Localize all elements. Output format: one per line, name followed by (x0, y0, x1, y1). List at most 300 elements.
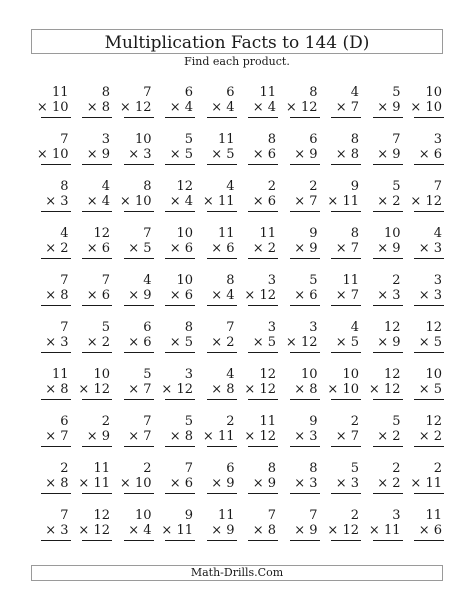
multiplier: × 12 (244, 429, 276, 444)
multiplier: × 11 (368, 523, 401, 538)
problem (154, 509, 196, 556)
answer-line (82, 305, 112, 306)
answer-line (41, 258, 71, 259)
answer-line (124, 305, 154, 306)
multiplicand: 12 (93, 508, 110, 523)
multiplier: × 4 (86, 194, 110, 209)
multiplicand: 7 (60, 508, 69, 523)
multiplier: × 12 (119, 100, 152, 115)
multiplier: × 7 (128, 429, 152, 444)
problem (403, 180, 445, 227)
multiplicand: 6 (60, 414, 69, 429)
problem (29, 321, 71, 368)
answer-line (165, 540, 195, 541)
multiplicand: 7 (309, 508, 318, 523)
multiplier: × 7 (335, 288, 359, 303)
answer-line (414, 164, 444, 165)
answer-line (207, 493, 237, 494)
answer-line (82, 399, 112, 400)
multiplier: × 8 (45, 288, 69, 303)
answer-line (207, 352, 237, 353)
multiplier: × 6 (169, 476, 193, 491)
answer-line (290, 493, 320, 494)
problem (29, 509, 71, 556)
multiplicand: 4 (350, 320, 359, 335)
answer-line (373, 540, 403, 541)
multiplier: × 3 (128, 147, 152, 162)
problem (154, 368, 196, 415)
answer-line (165, 211, 195, 212)
multiplier: × 11 (161, 523, 193, 538)
problem (29, 227, 71, 274)
answer-line (414, 399, 444, 400)
problem (403, 462, 445, 509)
multiplicand: 3 (392, 508, 401, 523)
problem (29, 133, 71, 180)
answer-line (165, 352, 195, 353)
multiplier: × 8 (211, 382, 235, 397)
multiplicand: 2 (226, 414, 235, 429)
answer-line (331, 164, 361, 165)
answer-line (207, 117, 237, 118)
multiplier: × 5 (169, 147, 193, 162)
multiplier: × 8 (294, 382, 318, 397)
problem (112, 321, 154, 368)
problem (112, 509, 154, 556)
multiplier: × 9 (252, 476, 276, 491)
answer-line (207, 211, 237, 212)
problem (29, 368, 71, 415)
problem (154, 227, 196, 274)
answer-line (165, 164, 195, 165)
problem (71, 133, 113, 180)
problem (403, 274, 445, 321)
problem (403, 509, 445, 556)
problem (195, 321, 237, 368)
multiplicand: 4 (60, 226, 69, 241)
problem (195, 180, 237, 227)
answer-line (373, 164, 403, 165)
multiplicand: 10 (383, 226, 401, 241)
problem (154, 133, 196, 180)
multiplicand: 4 (350, 85, 359, 100)
multiplier: × 9 (86, 429, 110, 444)
answer-line (373, 352, 403, 353)
multiplicand: 8 (350, 226, 359, 241)
problem (361, 86, 403, 133)
problem (403, 86, 445, 133)
problem (320, 180, 362, 227)
multiplicand: 12 (383, 367, 401, 382)
multiplicand: 6 (184, 85, 193, 100)
problem (29, 274, 71, 321)
answer-line (290, 540, 320, 541)
problem (361, 368, 403, 415)
answer-line (331, 446, 361, 447)
multiplier: × 6 (418, 147, 442, 162)
multiplier: × 10 (36, 100, 69, 115)
multiplier: × 2 (418, 429, 442, 444)
problem (112, 86, 154, 133)
problem (29, 415, 71, 462)
problem (278, 321, 320, 368)
answer-line (124, 164, 154, 165)
problem (403, 133, 445, 180)
answer-line (373, 305, 403, 306)
multiplier: × 3 (45, 194, 69, 209)
multiplicand: 10 (176, 273, 193, 288)
answer-line (41, 540, 71, 541)
multiplier: × 4 (169, 100, 193, 115)
answer-line (290, 258, 320, 259)
multiplier: × 8 (169, 429, 193, 444)
multiplier: × 2 (377, 476, 401, 491)
multiplier: × 5 (211, 147, 235, 162)
multiplier: × 4 (252, 100, 276, 115)
multiplier: × 3 (45, 335, 69, 350)
answer-line (331, 352, 361, 353)
multiplicand: 11 (51, 367, 69, 382)
problem (278, 368, 320, 415)
problem (403, 227, 445, 274)
multiplicand: 9 (309, 414, 318, 429)
answer-line (414, 305, 444, 306)
problem (278, 227, 320, 274)
multiplicand: 7 (60, 273, 69, 288)
multiplier: × 6 (86, 288, 110, 303)
multiplier: × 12 (78, 523, 110, 538)
multiplicand: 8 (267, 132, 276, 147)
multiplicand: 2 (143, 461, 152, 476)
multiplier: × 5 (335, 335, 359, 350)
answer-line (41, 352, 71, 353)
answer-line (373, 211, 403, 212)
multiplicand: 7 (143, 414, 152, 429)
problem (278, 180, 320, 227)
multiplicand: 9 (309, 226, 318, 241)
problem (361, 227, 403, 274)
multiplier: × 8 (45, 382, 69, 397)
multiplicand: 6 (226, 85, 235, 100)
problem (237, 462, 279, 509)
multiplier: × 3 (377, 288, 401, 303)
multiplier: × 6 (211, 241, 235, 256)
answer-line (41, 211, 71, 212)
problem (237, 227, 279, 274)
multiplier: × 11 (78, 476, 110, 491)
multiplicand: 2 (350, 414, 359, 429)
multiplier: × 11 (327, 194, 359, 209)
multiplier: × 11 (410, 476, 442, 491)
answer-line (82, 211, 112, 212)
answer-line (124, 446, 154, 447)
multiplicand: 8 (60, 179, 69, 194)
problem (361, 321, 403, 368)
problem (237, 86, 279, 133)
multiplicand: 4 (226, 367, 235, 382)
multiplier: × 5 (128, 241, 152, 256)
multiplier: × 12 (285, 100, 318, 115)
problem (237, 133, 279, 180)
problem (320, 274, 362, 321)
multiplier: × 3 (294, 476, 318, 491)
answer-line (290, 446, 320, 447)
multiplicand: 4 (101, 179, 110, 194)
answer-line (207, 399, 237, 400)
answer-line (41, 493, 71, 494)
answer-line (165, 399, 195, 400)
problem (320, 133, 362, 180)
multiplicand: 5 (309, 273, 318, 288)
multiplicand: 5 (392, 179, 401, 194)
multiplicand: 6 (143, 320, 152, 335)
multiplier: × 7 (128, 382, 152, 397)
answer-line (331, 211, 361, 212)
problem (154, 180, 196, 227)
multiplier: × 9 (377, 335, 401, 350)
answer-line (414, 258, 444, 259)
problem (195, 133, 237, 180)
multiplicand: 6 (226, 461, 235, 476)
multiplier: × 12 (161, 382, 193, 397)
multiplicand: 11 (259, 226, 276, 241)
multiplier: × 3 (294, 429, 318, 444)
answer-line (248, 305, 278, 306)
answer-line (41, 446, 71, 447)
problem (237, 509, 279, 556)
answer-line (290, 211, 320, 212)
multiplicand: 8 (226, 273, 235, 288)
problem (278, 86, 320, 133)
multiplicand: 11 (217, 226, 235, 241)
multiplicand: 11 (93, 461, 110, 476)
answer-line (290, 117, 320, 118)
multiplier: × 2 (377, 429, 401, 444)
multiplicand: 11 (425, 508, 442, 523)
problem (195, 509, 237, 556)
multiplier: × 7 (294, 194, 318, 209)
multiplicand: 3 (267, 320, 276, 335)
problem (71, 321, 113, 368)
answer-line (41, 117, 71, 118)
problem (71, 368, 113, 415)
answer-line (41, 399, 71, 400)
multiplicand: 7 (60, 132, 69, 147)
answer-line (124, 493, 154, 494)
answer-line (207, 258, 237, 259)
multiplicand: 8 (267, 461, 276, 476)
problem (320, 462, 362, 509)
answer-line (124, 540, 154, 541)
problem (112, 415, 154, 462)
multiplier: × 12 (410, 194, 442, 209)
problem (71, 462, 113, 509)
multiplicand: 4 (433, 226, 442, 241)
multiplier: × 10 (119, 194, 152, 209)
multiplier: × 5 (418, 382, 442, 397)
multiplier: × 6 (169, 288, 193, 303)
problem (278, 133, 320, 180)
multiplicand: 10 (425, 85, 442, 100)
multiplicand: 11 (51, 85, 69, 100)
multiplicand: 7 (184, 461, 193, 476)
multiplicand: 3 (101, 132, 110, 147)
problem (71, 86, 113, 133)
multiplier: × 5 (252, 335, 276, 350)
problem (71, 274, 113, 321)
answer-line (290, 164, 320, 165)
problem (29, 180, 71, 227)
answer-line (124, 352, 154, 353)
answer-line (82, 164, 112, 165)
answer-line (414, 446, 444, 447)
answer-line (414, 117, 444, 118)
answer-line (331, 305, 361, 306)
footer-site-name: Math-Drills.Com (190, 566, 284, 579)
multiplier: × 7 (335, 100, 359, 115)
multiplicand: 2 (101, 414, 110, 429)
problem (320, 321, 362, 368)
multiplicand: 8 (184, 320, 193, 335)
multiplicand: 12 (425, 414, 442, 429)
multiplier: × 6 (128, 335, 152, 350)
multiplier: × 6 (418, 523, 442, 538)
multiplicand: 12 (259, 367, 276, 382)
multiplicand: 5 (392, 85, 401, 100)
multiplicand: 9 (350, 179, 359, 194)
problem (71, 415, 113, 462)
multiplier: × 6 (252, 147, 276, 162)
multiplier: × 12 (368, 382, 401, 397)
answer-line (248, 446, 278, 447)
problem (320, 227, 362, 274)
multiplier: × 6 (294, 288, 318, 303)
answer-line (414, 493, 444, 494)
problem (320, 368, 362, 415)
problem (361, 180, 403, 227)
answer-line (124, 117, 154, 118)
answer-line (373, 117, 403, 118)
multiplier: × 5 (418, 335, 442, 350)
problem (403, 415, 445, 462)
multiplicand: 2 (267, 179, 276, 194)
multiplicand: 8 (101, 85, 110, 100)
answer-line (165, 305, 195, 306)
multiplier: × 9 (128, 288, 152, 303)
multiplier: × 8 (335, 147, 359, 162)
answer-line (373, 399, 403, 400)
multiplier: × 10 (36, 147, 69, 162)
problem (320, 509, 362, 556)
multiplicand: 2 (350, 508, 359, 523)
answer-line (290, 305, 320, 306)
answer-line (373, 446, 403, 447)
multiplier: × 3 (418, 241, 442, 256)
multiplier: × 9 (211, 523, 235, 538)
multiplier: × 2 (252, 241, 276, 256)
answer-line (82, 540, 112, 541)
multiplier: × 9 (377, 100, 401, 115)
problem (29, 462, 71, 509)
multiplicand: 7 (60, 320, 69, 335)
answer-line (248, 493, 278, 494)
multiplicand: 8 (143, 179, 152, 194)
multiplier: × 8 (45, 476, 69, 491)
multiplier: × 4 (169, 194, 193, 209)
answer-line (414, 352, 444, 353)
multiplicand: 10 (342, 367, 359, 382)
problem (195, 274, 237, 321)
answer-line (248, 211, 278, 212)
multiplier: × 8 (252, 523, 276, 538)
multiplier: × 5 (169, 335, 193, 350)
multiplicand: 2 (392, 461, 401, 476)
multiplicand: 3 (433, 273, 442, 288)
multiplier: × 6 (86, 241, 110, 256)
problem (154, 415, 196, 462)
multiplier: × 6 (169, 241, 193, 256)
problem (195, 462, 237, 509)
multiplicand: 5 (143, 367, 152, 382)
multiplicand: 8 (309, 461, 318, 476)
multiplicand: 11 (217, 508, 235, 523)
multiplier: × 4 (211, 288, 235, 303)
page-title: Multiplication Facts to 144 (D) (104, 33, 370, 53)
answer-line (41, 164, 71, 165)
problem (195, 227, 237, 274)
problem (154, 321, 196, 368)
problem (71, 509, 113, 556)
multiplicand: 7 (392, 132, 401, 147)
multiplier: × 9 (86, 147, 110, 162)
multiplier: × 10 (119, 476, 152, 491)
problem (195, 86, 237, 133)
answer-line (82, 493, 112, 494)
multiplier: × 11 (202, 194, 235, 209)
multiplicand: 10 (425, 367, 442, 382)
multiplicand: 3 (184, 367, 193, 382)
multiplicand: 8 (309, 85, 318, 100)
multiplier: × 10 (327, 382, 359, 397)
problem (237, 368, 279, 415)
problem (112, 133, 154, 180)
answer-line (165, 446, 195, 447)
multiplier: × 12 (285, 335, 318, 350)
multiplicand: 11 (217, 132, 235, 147)
multiplier: × 2 (377, 194, 401, 209)
instructions: Find each product. (184, 55, 290, 68)
problem (112, 462, 154, 509)
problem (361, 133, 403, 180)
multiplicand: 10 (176, 226, 193, 241)
multiplier: × 2 (211, 335, 235, 350)
problem (278, 462, 320, 509)
answer-line (248, 258, 278, 259)
problem (112, 227, 154, 274)
multiplicand: 8 (350, 132, 359, 147)
multiplicand: 12 (93, 226, 110, 241)
problem (237, 321, 279, 368)
problem (71, 180, 113, 227)
multiplier: × 3 (418, 288, 442, 303)
problem (154, 274, 196, 321)
problem (112, 180, 154, 227)
answer-line (82, 446, 112, 447)
problem (320, 415, 362, 462)
multiplicand: 2 (392, 273, 401, 288)
answer-line (331, 117, 361, 118)
problem (154, 462, 196, 509)
